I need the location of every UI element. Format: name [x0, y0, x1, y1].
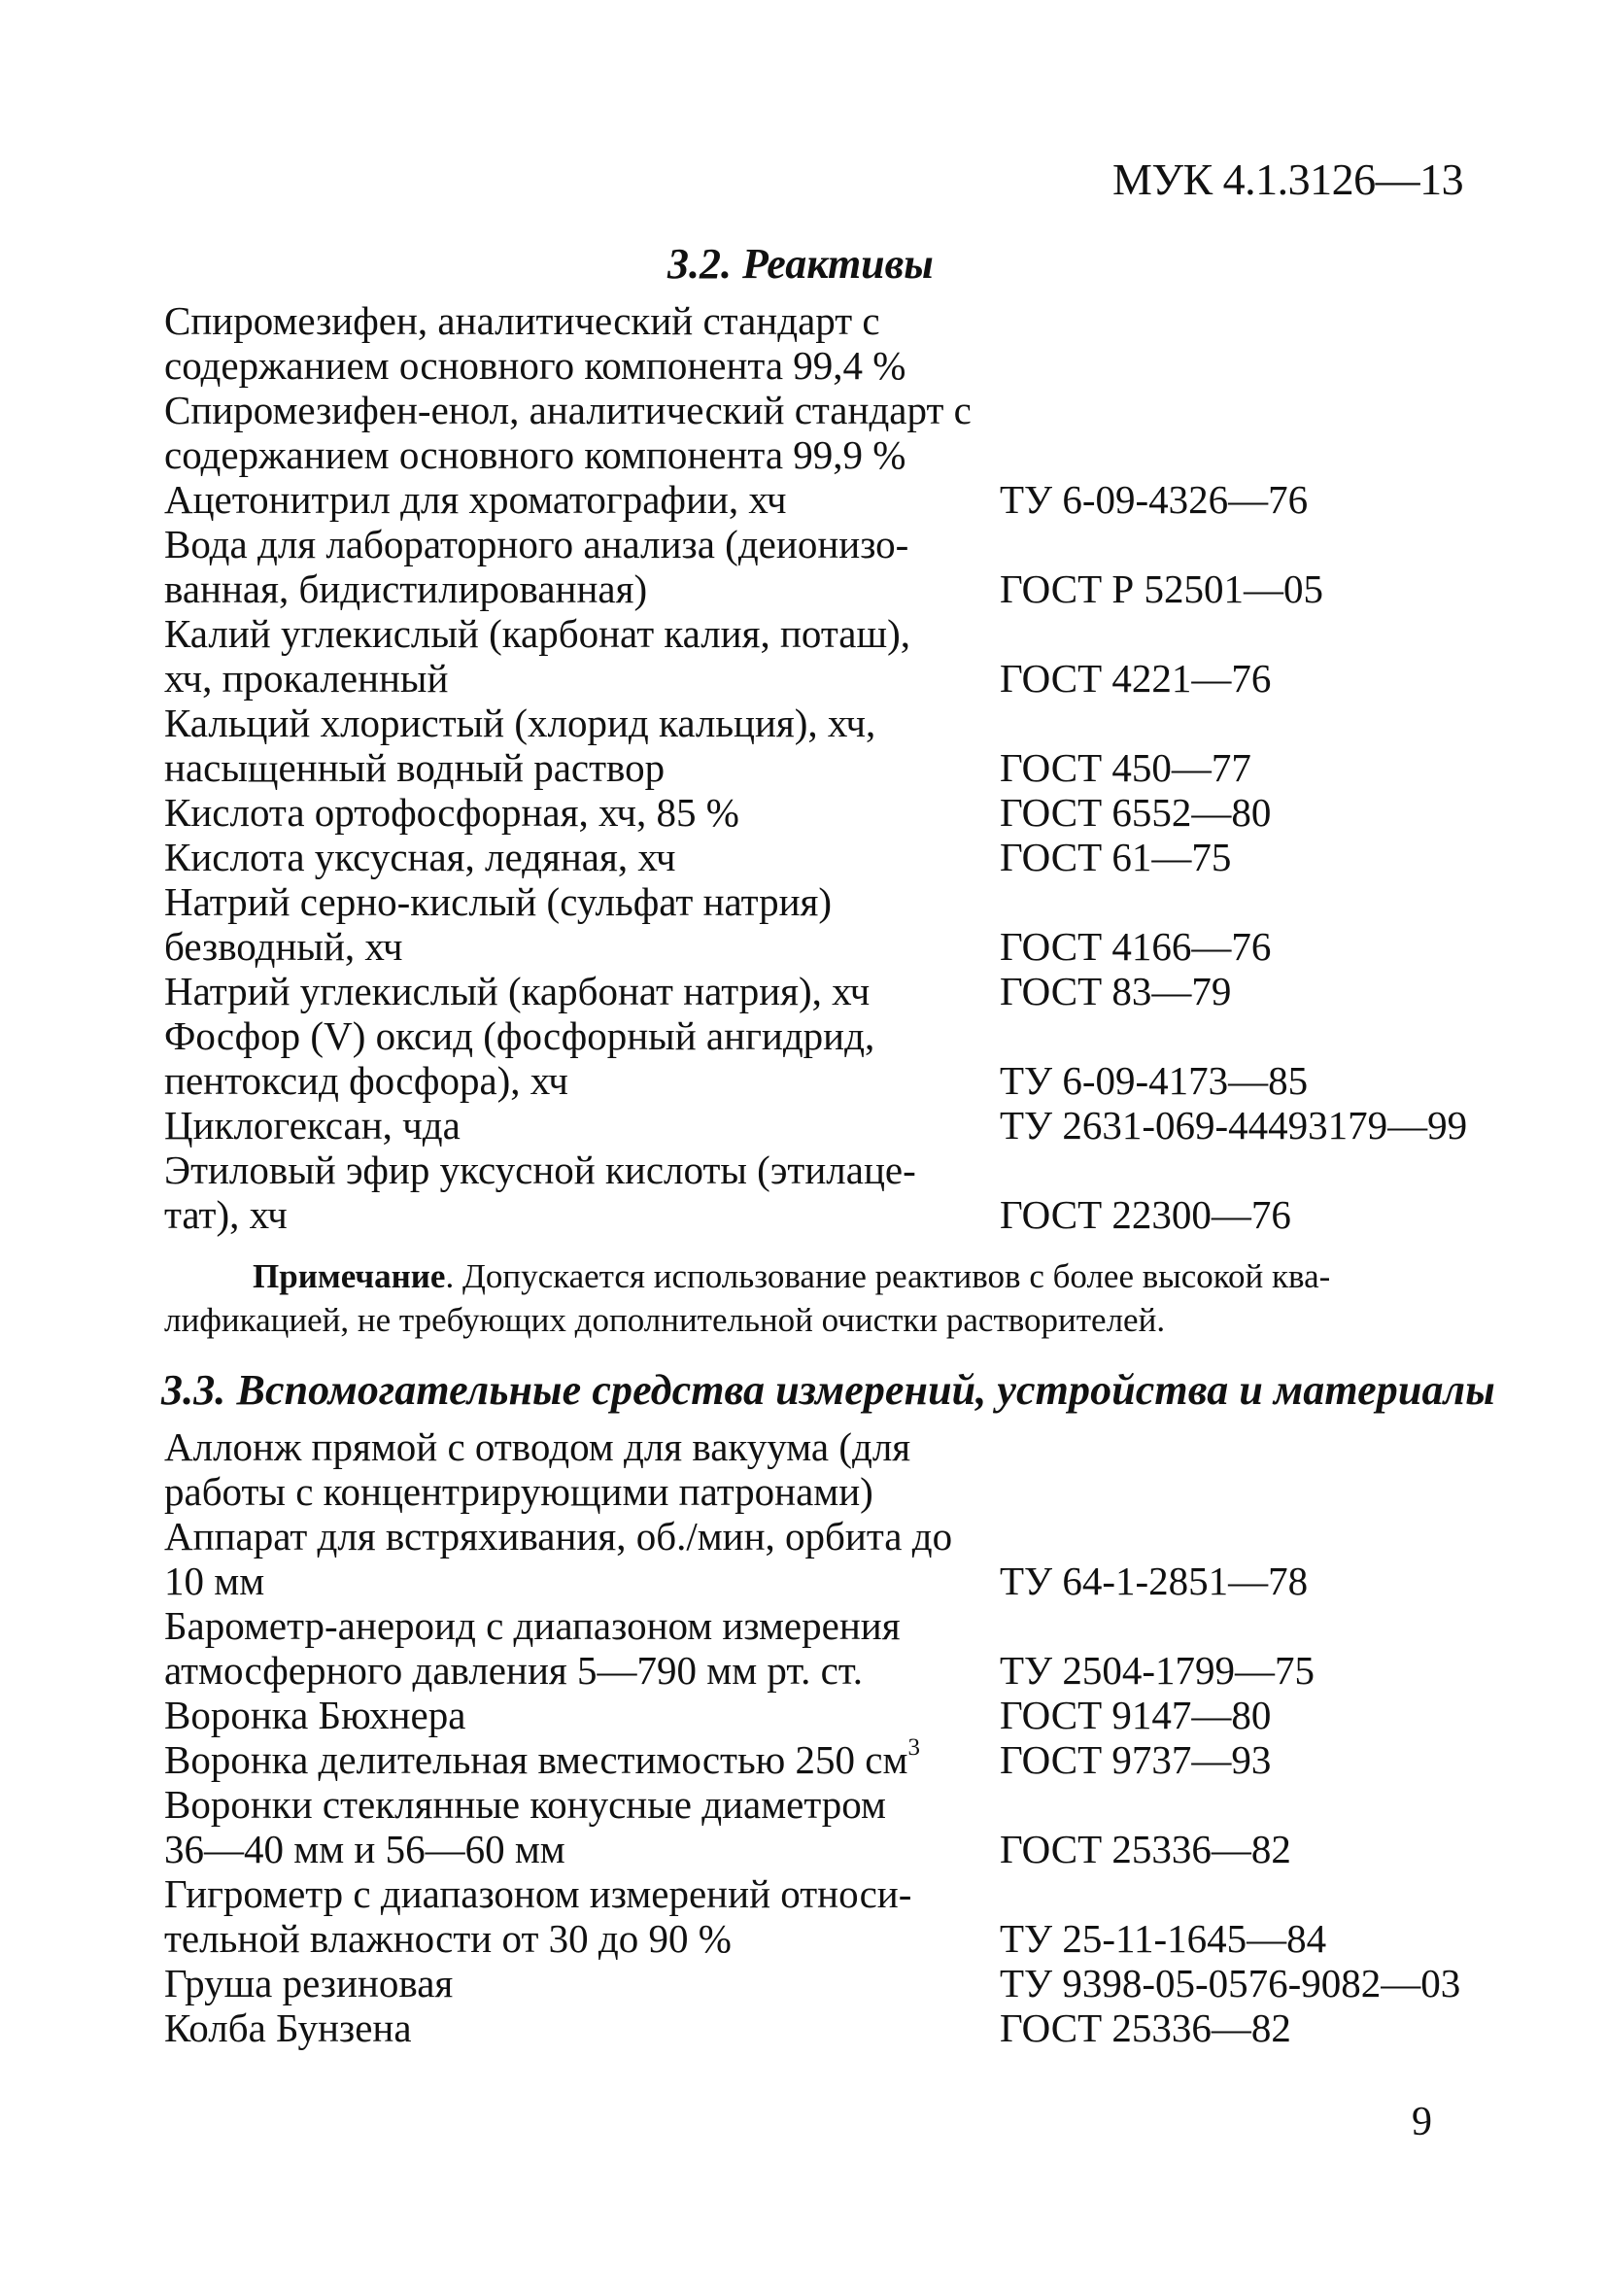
- list-item: [164, 1013, 1476, 1103]
- item-standard: ГОСТ 22300—76: [1000, 1192, 1291, 1237]
- item-description: 36—40 мм и 56—60 мм: [164, 1827, 565, 1871]
- item-description: Кислота уксусная, ледяная, хч: [164, 835, 676, 879]
- section-title-equipment: 3.3. Вспомогательные средства измерений, устройства и материалы: [161, 1366, 1495, 1414]
- item-description: Барометр-анероид с диапазоном измерения: [164, 1603, 901, 1648]
- list-item: [164, 835, 1476, 879]
- document-code: МУК 4.1.3126—13: [1112, 154, 1464, 204]
- list-item: [164, 388, 1476, 477]
- item-standard: ТУ 9398-05-0576-9082—03: [1000, 1961, 1461, 2005]
- item-description: Вода для лабораторного анализа (деионизо-: [164, 522, 909, 566]
- list-item: [164, 477, 1476, 522]
- item-standard: ТУ 25-11-1645—84: [1000, 1916, 1327, 1961]
- item-description: Кислота ортофосфорная, хч, 85 %: [164, 790, 739, 835]
- equipment-list: [164, 1424, 1476, 2050]
- item-standard: ГОСТ 6552—80: [1000, 790, 1272, 835]
- list-item: [164, 1603, 1476, 1693]
- item-description: Гигрометр с диапазоном измерений относи-: [164, 1871, 912, 1916]
- item-description: хч, прокаленный: [164, 656, 449, 701]
- item-standard: ГОСТ 9147—80: [1000, 1693, 1272, 1737]
- list-item: [164, 701, 1476, 790]
- item-standard: ГОСТ Р 52501—05: [1000, 566, 1323, 611]
- item-description: Колба Бунзена: [164, 2005, 412, 2050]
- list-item: [164, 1693, 1476, 1737]
- item-standard: ТУ 6-09-4326—76: [1000, 477, 1309, 522]
- note-label: Примечание: [253, 1257, 446, 1295]
- item-description: Натрий серно-кислый (сульфат натрия): [164, 879, 833, 924]
- item-description: Груша резиновая: [164, 1961, 454, 2005]
- item-description: насыщенный водный раствор: [164, 745, 666, 790]
- item-standard: ТУ 2631-069-44493179—99: [1000, 1103, 1468, 1148]
- item-standard: ТУ 6-09-4173—85: [1000, 1058, 1309, 1103]
- list-item: [164, 1734, 1476, 1782]
- list-item: [164, 1103, 1476, 1148]
- item-description: Циклогексан, чда: [164, 1103, 461, 1148]
- item-standard: ГОСТ 4221—76: [1000, 656, 1272, 701]
- item-standard: ГОСТ 25336—82: [1000, 2005, 1291, 2050]
- reagents-note: [164, 1254, 1447, 1342]
- list-item: [164, 1871, 1476, 1961]
- item-description: Фосфор (V) оксид (фосфорный ангидрид,: [164, 1013, 875, 1058]
- item-description: Спиромезифен-енол, аналитический стандарт с: [164, 388, 972, 432]
- item-description: содержанием основного компонента 99,9 %: [164, 432, 906, 477]
- item-description: тат), хч: [164, 1192, 288, 1237]
- item-description: безводный, хч: [164, 924, 403, 969]
- item-description: атмосферного давления 5—790 мм рт. ст.: [164, 1648, 863, 1693]
- item-standard: ТУ 64-1-2851—78: [1000, 1559, 1309, 1603]
- item-description: Ацетонитрил для хроматографии, хч: [164, 477, 787, 522]
- item-description: Кальций хлористый (хлорид кальция), хч,: [164, 701, 876, 745]
- item-description: содержанием основного компонента 99,4 %: [164, 343, 906, 388]
- list-item: [164, 1514, 1476, 1603]
- item-description: пентоксид фосфора), хч: [164, 1058, 568, 1103]
- item-description: Воронка Бюхнера: [164, 1693, 466, 1737]
- item-standard: ГОСТ 25336—82: [1000, 1827, 1291, 1871]
- item-description: Аллонж прямой с отводом для вакуума (для: [164, 1424, 911, 1469]
- item-description: Аппарат для встряхивания, об./мин, орбита до: [164, 1514, 953, 1559]
- item-description: Спиромезифен, аналитический стандарт с: [164, 298, 880, 343]
- note-text-line-2: лификацией, не требующих дополнительной очистки растворителей.: [164, 1301, 1166, 1339]
- note-text-line-1: . Допускается использование реактивов с более высокой ква-: [445, 1257, 1331, 1295]
- item-description: Калий углекислый (карбонат калия, поташ),: [164, 611, 910, 656]
- list-item: [164, 1148, 1476, 1237]
- item-standard: ГОСТ 83—79: [1000, 969, 1232, 1013]
- item-description: Воронки стеклянные конусные диаметром: [164, 1782, 886, 1827]
- superscript: 3: [907, 1734, 920, 1762]
- item-standard: ГОСТ 4166—76: [1000, 924, 1272, 969]
- item-description: Этиловый эфир уксусной кислоты (этилаце-: [164, 1148, 916, 1192]
- item-standard: ТУ 2504-1799—75: [1000, 1648, 1315, 1693]
- item-description: 10 мм: [164, 1559, 265, 1603]
- item-standard: ГОСТ 450—77: [1000, 745, 1251, 790]
- item-description: ванная, бидистилированная): [164, 566, 648, 611]
- list-item: [164, 1782, 1476, 1871]
- item-description: Воронка делительная вместимостью 250 $см^3$: [164, 1734, 920, 1782]
- section-title-reagents: 3.2. Реактивы: [667, 240, 934, 288]
- list-item: [164, 790, 1476, 835]
- list-item: [164, 611, 1476, 701]
- item-description: тельной влажности от 30 до 90 %: [164, 1916, 732, 1961]
- list-item: [164, 522, 1476, 611]
- list-item: [164, 969, 1476, 1013]
- reagents-list: [164, 298, 1476, 1237]
- item-description: Натрий углекислый (карбонат натрия), хч: [164, 969, 871, 1013]
- page-number: 9: [1412, 2100, 1432, 2144]
- item-standard: ГОСТ 9737—93: [1000, 1737, 1272, 1782]
- list-item: [164, 2005, 1476, 2050]
- list-item: [164, 298, 1476, 388]
- list-item: [164, 879, 1476, 969]
- list-item: [164, 1424, 1476, 1514]
- item-description: работы с концентрирующими патронами): [164, 1469, 873, 1514]
- item-standard: ГОСТ 61—75: [1000, 835, 1232, 879]
- list-item: [164, 1961, 1476, 2005]
